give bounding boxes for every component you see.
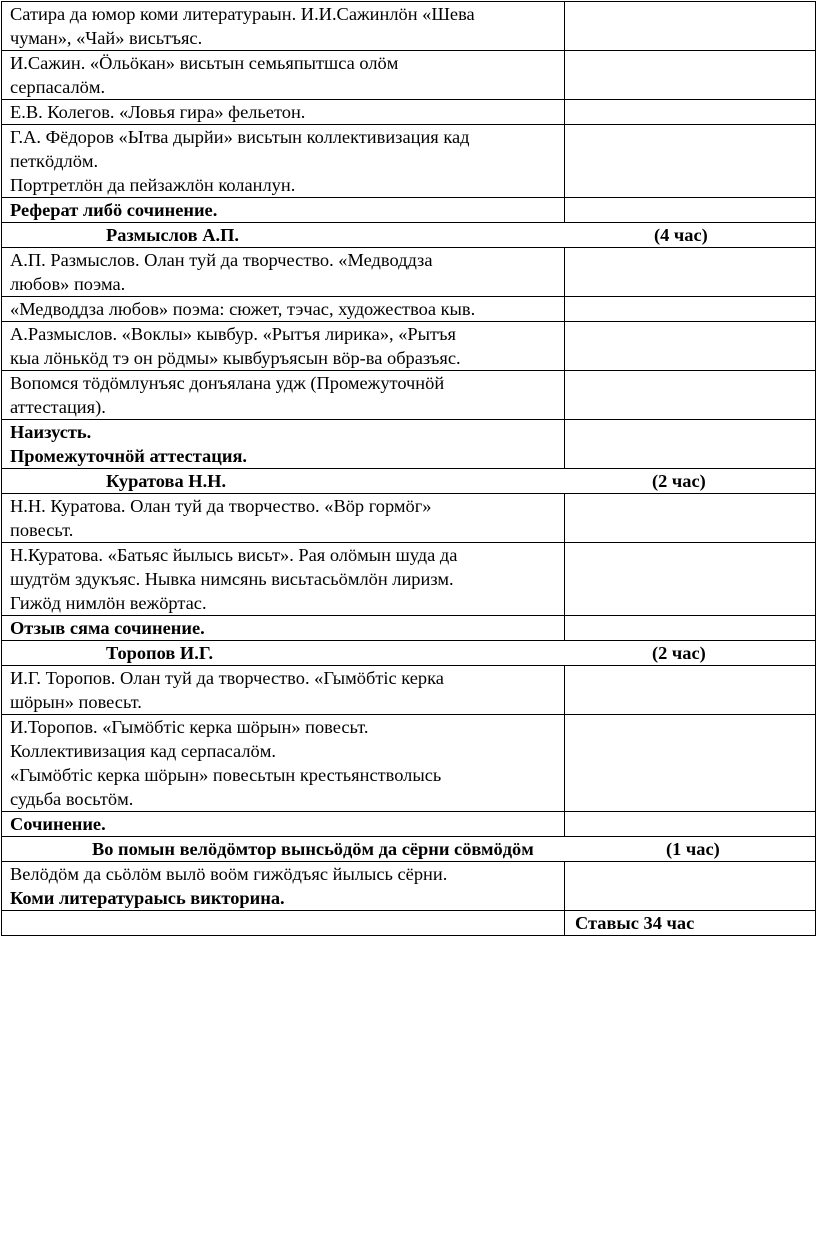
total-row bbox=[2, 911, 816, 936]
topic-line: Промежуточнӧй аттестация. bbox=[10, 446, 247, 466]
notes-cell bbox=[565, 322, 816, 371]
section-hours: (4 час) bbox=[654, 225, 708, 245]
topic-line: шӧрын» повесьт. bbox=[10, 692, 142, 712]
section-hours: (1 час) bbox=[666, 839, 720, 859]
topic-line: Н.Н. Куратова. Олан туй да творчество. «Вӧр гормӧг» bbox=[10, 496, 432, 516]
topic-line: Е.В. Колегов. «Ловья гира» фельетон. bbox=[10, 102, 306, 122]
notes-cell bbox=[565, 812, 816, 837]
notes-cell bbox=[565, 616, 816, 641]
notes-cell bbox=[565, 666, 816, 715]
topic-cell bbox=[2, 297, 565, 322]
topic-cell bbox=[2, 543, 565, 616]
section-hours: (2 час) bbox=[652, 471, 706, 491]
notes-cell bbox=[565, 297, 816, 322]
topic-cell bbox=[2, 862, 565, 911]
notes-cell bbox=[565, 2, 816, 51]
topic-line: Сатира да юмор коми литератураын. И.И.Сажинлӧн «Шева bbox=[10, 4, 475, 24]
topic-line: петкӧдлӧм. bbox=[10, 151, 99, 171]
topic-line: судьба восьтӧм. bbox=[10, 789, 134, 809]
topic-line: Коллективизация кад серпасалӧм. bbox=[10, 741, 276, 761]
curriculum-table-body bbox=[2, 2, 816, 936]
notes-cell bbox=[565, 543, 816, 616]
section-header-cell bbox=[2, 469, 816, 494]
table-row bbox=[2, 666, 816, 715]
topic-line: А.Размыслов. «Воклы» кывбур. «Рытъя лирика», «Рытъя bbox=[10, 324, 457, 344]
table-row bbox=[2, 420, 816, 469]
row-content-cell bbox=[2, 911, 565, 936]
total-hours: Ставыс 34 час bbox=[565, 911, 816, 936]
topic-cell bbox=[2, 51, 565, 100]
topic-line: аттестация). bbox=[10, 397, 106, 417]
topic-line: Отзыв сяма сочинение. bbox=[10, 618, 205, 638]
topic-line-bold: Коми литератураысь викторина. bbox=[10, 888, 285, 908]
table-row bbox=[2, 715, 816, 812]
notes-cell bbox=[565, 862, 816, 911]
topic-line: кыа лӧнькӧд тэ он рӧдмы» кывбуръясын вӧр-ва образъяс. bbox=[10, 348, 461, 368]
topic-line: И.Сажин. «Ӧльӧкан» висьтын семьяпытшса олӧм bbox=[10, 53, 399, 73]
topic-line: Портретлӧн да пейзажлӧн коланлун. bbox=[10, 175, 296, 195]
topic-cell bbox=[2, 100, 565, 125]
topic-line: И.Торопов. «Гымӧбтіс керка шӧрын» повесьт. bbox=[10, 717, 369, 737]
topic-line: шудтӧм здукъяс. Нывка нимсянь висьтасьӧмлӧн лиризм. bbox=[10, 569, 454, 589]
table-row bbox=[2, 297, 816, 322]
section-header-cell bbox=[2, 837, 816, 862]
section-title: Во помын велӧдӧмтор вынсьӧдӧм да сёрни сӧвмӧдӧм bbox=[92, 839, 534, 859]
notes-cell bbox=[565, 420, 816, 469]
section-row bbox=[2, 469, 816, 494]
topic-line: Н.Куратова. «Батьяс йылысь висьт». Рая олӧмын шуда да bbox=[10, 545, 458, 565]
notes-cell bbox=[565, 100, 816, 125]
section-hours: (2 час) bbox=[652, 643, 706, 663]
table-row bbox=[2, 812, 816, 837]
topic-cell bbox=[2, 494, 565, 543]
topic-line: повесьт. bbox=[10, 520, 74, 540]
topic-cell bbox=[2, 2, 565, 51]
topic-cell bbox=[2, 371, 565, 420]
topic-cell bbox=[2, 715, 565, 812]
topic-line: серпасалӧм. bbox=[10, 77, 106, 97]
notes-cell bbox=[565, 125, 816, 198]
section-row bbox=[2, 641, 816, 666]
notes-cell bbox=[565, 248, 816, 297]
table-row bbox=[2, 248, 816, 297]
table-row bbox=[2, 862, 816, 911]
topic-cell bbox=[2, 666, 565, 715]
table-row bbox=[2, 494, 816, 543]
table-row bbox=[2, 125, 816, 198]
table-row bbox=[2, 371, 816, 420]
topic-line: любов» поэма. bbox=[10, 274, 126, 294]
topic-cell bbox=[2, 420, 565, 469]
topic-line: Велӧдӧм да сьӧлӧм вылӧ воӧм гижӧдъяс йылысь сёрни. bbox=[10, 864, 448, 884]
topic-cell bbox=[2, 322, 565, 371]
topic-cell bbox=[2, 616, 565, 641]
section-header-cell bbox=[2, 223, 816, 248]
section-header-cell bbox=[2, 641, 816, 666]
topic-cell bbox=[2, 248, 565, 297]
topic-line: И.Г. Торопов. Олан туй да творчество. «Гымӧбтіс керка bbox=[10, 668, 444, 688]
table-row bbox=[2, 616, 816, 641]
section-title: Торопов И.Г. bbox=[106, 643, 214, 663]
topic-line: Вопомся тӧдӧмлунъяс донъялана удж (Промежуточнӧй bbox=[10, 373, 445, 393]
topic-line: Реферат либӧ сочинение. bbox=[10, 200, 218, 220]
topic-line: Сочинение. bbox=[10, 814, 106, 834]
topic-line: Гижӧд нимлӧн вежӧртас. bbox=[10, 593, 207, 613]
table-row bbox=[2, 100, 816, 125]
section-row bbox=[2, 223, 816, 248]
table-row bbox=[2, 51, 816, 100]
table-row bbox=[2, 198, 816, 223]
table-row bbox=[2, 322, 816, 371]
topic-cell bbox=[2, 125, 565, 198]
table-row bbox=[2, 543, 816, 616]
curriculum-table bbox=[1, 1, 816, 936]
topic-line: Наизусть. bbox=[10, 422, 92, 442]
topic-cell bbox=[2, 812, 565, 837]
notes-cell bbox=[565, 494, 816, 543]
topic-line: «Медводдза любов» поэма: сюжет, тэчас, художествоа кыв. bbox=[10, 299, 476, 319]
topic-cell bbox=[2, 198, 565, 223]
table-row bbox=[2, 2, 816, 51]
topic-line: Г.А. Фёдоров «Ытва дырйи» висьтын коллективизация кад bbox=[10, 127, 470, 147]
topic-line: чуман», «Чай» висьтъяс. bbox=[10, 28, 203, 48]
topic-line: «Гымӧбтіс керка шӧрын» повесьтын крестьянстволысь bbox=[10, 765, 442, 785]
notes-cell bbox=[565, 51, 816, 100]
section-title: Размыслов А.П. bbox=[106, 225, 239, 245]
notes-cell bbox=[565, 371, 816, 420]
section-title: Куратова Н.Н. bbox=[106, 471, 227, 491]
notes-cell bbox=[565, 198, 816, 223]
section-row bbox=[2, 837, 816, 862]
notes-cell bbox=[565, 715, 816, 812]
topic-line: А.П. Размыслов. Олан туй да творчество. «Медводдза bbox=[10, 250, 433, 270]
